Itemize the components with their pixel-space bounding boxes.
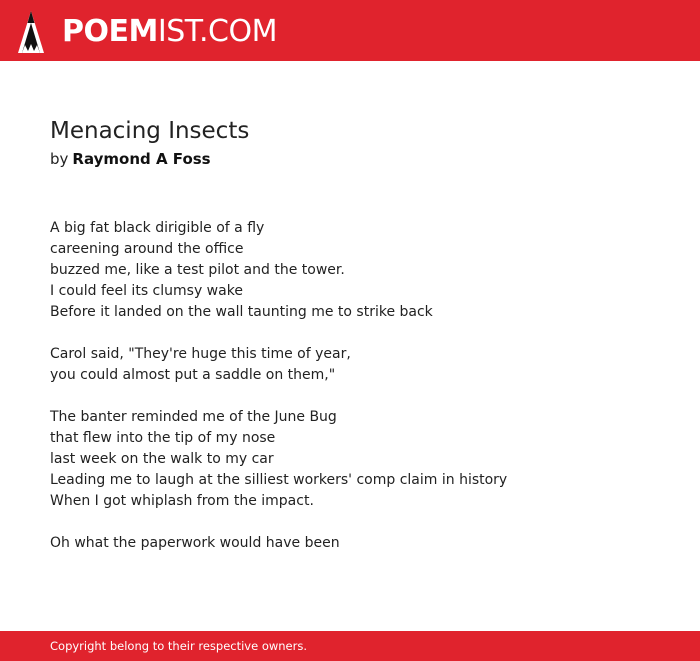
poem-line: Oh what the paperwork would have been — [50, 535, 340, 551]
poem-title: Menacing Insects — [50, 118, 250, 144]
poem-line: buzzed me, like a test pilot and the tower. — [50, 262, 345, 278]
poem-line: The banter reminded me of the June Bug — [50, 409, 337, 425]
logo-text-light: IST.COM — [157, 14, 277, 49]
stanza — [50, 218, 670, 323]
poem-line: you could almost put a saddle on them," — [50, 367, 336, 383]
stanza — [50, 344, 670, 386]
stanza — [50, 533, 670, 554]
poem-line: Carol said, "They're huge this time of year, — [50, 346, 351, 362]
byline — [50, 148, 211, 170]
author-link[interactable]: Raymond A Foss — [72, 150, 211, 168]
poem-line: When I got whiplash from the impact. — [50, 493, 314, 509]
poem-line: I could feel its clumsy wake — [50, 283, 243, 299]
poem-line: that flew into the tip of my nose — [50, 430, 276, 446]
poem-line: Before it landed on the wall taunting me to strike back — [50, 304, 433, 320]
poem-line: A big fat black dirigible of a fly — [50, 220, 265, 236]
pencil-icon — [17, 9, 45, 53]
logo-text — [62, 15, 277, 49]
poem-body — [50, 218, 670, 575]
site-header — [0, 0, 700, 61]
poem-line: Leading me to laugh at the silliest workers' comp claim in history — [50, 472, 508, 488]
poem-line: careening around the office — [50, 241, 244, 257]
by-label: by — [50, 150, 69, 168]
stanza — [50, 407, 670, 512]
site-footer — [0, 631, 700, 661]
poem-line: last week on the walk to my car — [50, 451, 274, 467]
logo-text-bold: POEM — [62, 14, 158, 49]
copyright-text: Copyright belong to their respective owners. — [50, 639, 308, 653]
